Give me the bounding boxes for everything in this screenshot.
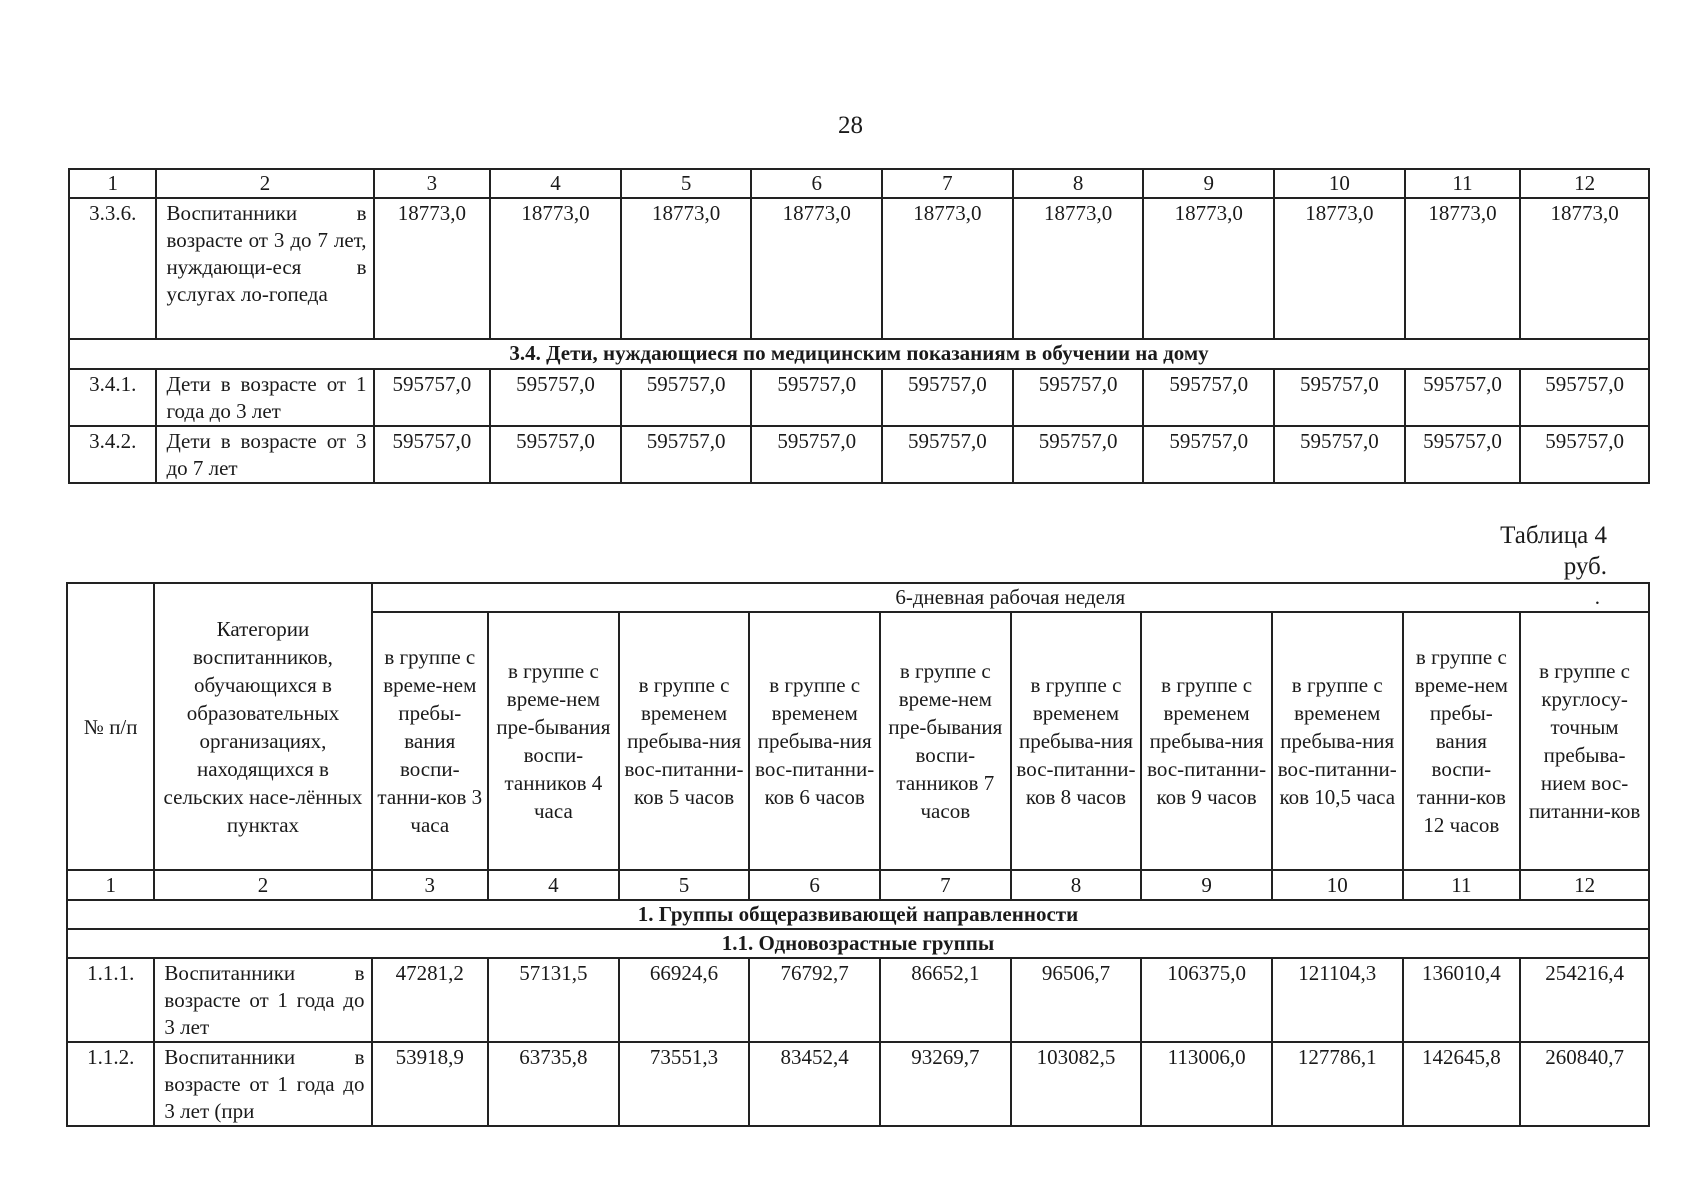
cell-value: 103082,5 bbox=[1011, 1042, 1142, 1126]
row-description: Воспитанники в возрасте от 1 года до 3 лет (при bbox=[154, 1042, 371, 1126]
cell-value: 142645,8 bbox=[1403, 1042, 1521, 1126]
cell-value: 595757,0 bbox=[1274, 369, 1405, 426]
table-row bbox=[69, 426, 1649, 483]
row-description: Дети в возрасте от 3 до 7 лет bbox=[156, 426, 373, 483]
col-index: 11 bbox=[1403, 870, 1521, 900]
col-header: в группе с време-нем пребы-вания воспи-танни-ков 3 часа bbox=[372, 612, 489, 870]
cell-value: 595757,0 bbox=[490, 369, 621, 426]
row-number: 3.4.1. bbox=[69, 369, 156, 426]
col-header: в группе с круглосу-точным пребыва-нием вос-питанни-ков bbox=[1520, 612, 1649, 870]
table-4 bbox=[66, 582, 1650, 1127]
col-index: 2 bbox=[156, 169, 373, 198]
cell-value: 76792,7 bbox=[749, 958, 880, 1042]
table-row bbox=[67, 958, 1649, 1042]
cell-value: 18773,0 bbox=[882, 198, 1013, 339]
cell-value: 595757,0 bbox=[751, 369, 882, 426]
table-row bbox=[69, 198, 1649, 339]
col-index: 5 bbox=[619, 870, 750, 900]
cell-value: 57131,5 bbox=[488, 958, 619, 1042]
col-index: 1 bbox=[67, 870, 154, 900]
row-number: 1.1.2. bbox=[67, 1042, 154, 1126]
col-index: 10 bbox=[1274, 169, 1405, 198]
col-index: 12 bbox=[1520, 870, 1649, 900]
row-description: Дети в возрасте от 1 года до 3 лет bbox=[156, 369, 373, 426]
col-index: 11 bbox=[1405, 169, 1521, 198]
cell-value: 18773,0 bbox=[1013, 198, 1144, 339]
col-index: 9 bbox=[1143, 169, 1274, 198]
table-unit: руб. bbox=[1563, 553, 1607, 580]
tariff-table-continuation bbox=[68, 168, 1650, 484]
cell-value: 595757,0 bbox=[882, 426, 1013, 483]
section-row bbox=[67, 900, 1649, 929]
cell-value: 595757,0 bbox=[1013, 426, 1144, 483]
cell-value: 121104,3 bbox=[1272, 958, 1403, 1042]
cell-value: 93269,7 bbox=[880, 1042, 1011, 1126]
cell-value: 595757,0 bbox=[1520, 426, 1649, 483]
cell-value: 595757,0 bbox=[621, 369, 752, 426]
col-header: в группе с временем пребыва-ния вос-питанни-ков 8 часов bbox=[1011, 612, 1142, 870]
col-index: 10 bbox=[1272, 870, 1403, 900]
cell-value: 595757,0 bbox=[1013, 369, 1144, 426]
cell-value: 96506,7 bbox=[1011, 958, 1142, 1042]
section-heading: 1. Группы общеразвивающей направленности bbox=[67, 900, 1649, 929]
cell-value: 18773,0 bbox=[374, 198, 491, 339]
cell-value: 18773,0 bbox=[1405, 198, 1521, 339]
col-index: 9 bbox=[1141, 870, 1272, 900]
cell-value: 18773,0 bbox=[1143, 198, 1274, 339]
subsection-heading: 1.1. Одновозрастные группы bbox=[67, 929, 1649, 958]
col-index: 2 bbox=[154, 870, 371, 900]
row-number: 3.4.2. bbox=[69, 426, 156, 483]
col-index: 8 bbox=[1011, 870, 1142, 900]
col-index: 7 bbox=[882, 169, 1013, 198]
cell-value: 63735,8 bbox=[488, 1042, 619, 1126]
cell-value: 18773,0 bbox=[490, 198, 621, 339]
col-header: в группе с време-нем пре-бывания воспи-танников 7 часов bbox=[880, 612, 1011, 870]
table-row bbox=[69, 369, 1649, 426]
cell-value: 595757,0 bbox=[374, 426, 491, 483]
cell-value: 595757,0 bbox=[374, 369, 491, 426]
col-index: 7 bbox=[880, 870, 1011, 900]
col-index: 6 bbox=[751, 169, 882, 198]
page-number: 28 bbox=[838, 112, 863, 139]
section-row bbox=[69, 339, 1649, 369]
col-index: 12 bbox=[1520, 169, 1649, 198]
table-row bbox=[67, 1042, 1649, 1126]
col-header: в группе с временем пребыва-ния вос-питанни-ков 6 часов bbox=[749, 612, 880, 870]
cell-value: 18773,0 bbox=[1520, 198, 1649, 339]
cell-value: 136010,4 bbox=[1403, 958, 1521, 1042]
col-index: 3 bbox=[374, 169, 491, 198]
cell-value: 83452,4 bbox=[749, 1042, 880, 1126]
section-heading: 3.4. Дети, нуждающиеся по медицинским показаниям в обучении на дому bbox=[69, 339, 1649, 369]
col-index: 6 bbox=[749, 870, 880, 900]
cell-value: 595757,0 bbox=[1520, 369, 1649, 426]
cell-value: 595757,0 bbox=[621, 426, 752, 483]
cell-value: 254216,4 bbox=[1520, 958, 1649, 1042]
column-index-row bbox=[69, 169, 1649, 198]
col-header: в группе с временем пребыва-ния вос-питанни-ков 10,5 часа bbox=[1272, 612, 1403, 870]
cell-value: 595757,0 bbox=[882, 369, 1013, 426]
cell-value: 106375,0 bbox=[1141, 958, 1272, 1042]
col-header: в группе с време-нем пребы-вания воспи-танни-ков 12 часов bbox=[1403, 612, 1521, 870]
cell-value: 595757,0 bbox=[1405, 426, 1521, 483]
cell-value: 18773,0 bbox=[1274, 198, 1405, 339]
cell-value: 66924,6 bbox=[619, 958, 750, 1042]
cell-value: 595757,0 bbox=[1143, 426, 1274, 483]
cell-value: 260840,7 bbox=[1520, 1042, 1649, 1126]
week-header-label: 6-дневная рабочая неделя bbox=[895, 585, 1126, 609]
cell-value: 86652,1 bbox=[880, 958, 1011, 1042]
cell-value: 595757,0 bbox=[1405, 369, 1521, 426]
table-caption: Таблица 4 bbox=[1500, 522, 1607, 549]
row-number: 3.3.6. bbox=[69, 198, 156, 339]
cell-value: 595757,0 bbox=[751, 426, 882, 483]
col-index: 4 bbox=[490, 169, 621, 198]
col-header: в группе с временем пребыва-ния вос-питанни-ков 9 часов bbox=[1141, 612, 1272, 870]
header-row bbox=[67, 583, 1649, 612]
cell-value: 73551,3 bbox=[619, 1042, 750, 1126]
cell-value: 18773,0 bbox=[751, 198, 882, 339]
col-index: 4 bbox=[488, 870, 619, 900]
col-header-category: Категории воспитанников, обучающихся в образовательных организациях, находящихся в сельских насе-лённых пунктах bbox=[154, 583, 371, 870]
cell-value: 113006,0 bbox=[1141, 1042, 1272, 1126]
cell-value: 595757,0 bbox=[1143, 369, 1274, 426]
cell-value: 47281,2 bbox=[372, 958, 489, 1042]
col-header-number: № п/п bbox=[67, 583, 154, 870]
column-index-row bbox=[67, 870, 1649, 900]
col-header: в группе с време-нем пре-бывания воспи-танников 4 часа bbox=[488, 612, 619, 870]
cell-value: 595757,0 bbox=[490, 426, 621, 483]
cell-value: 18773,0 bbox=[621, 198, 752, 339]
col-index: 8 bbox=[1013, 169, 1144, 198]
row-description: Воспитанники в возрасте от 3 до 7 лет, нуждающи-еся в услугах ло-гопеда bbox=[156, 198, 373, 339]
cell-value: 127786,1 bbox=[1272, 1042, 1403, 1126]
row-description: Воспитанники в возрасте от 1 года до 3 лет bbox=[154, 958, 371, 1042]
week-header: 6-дневная рабочая неделя . bbox=[372, 583, 1650, 612]
col-index: 1 bbox=[69, 169, 156, 198]
cell-value: 53918,9 bbox=[372, 1042, 489, 1126]
section-row bbox=[67, 929, 1649, 958]
cell-value: 595757,0 bbox=[1274, 426, 1405, 483]
col-index: 3 bbox=[372, 870, 489, 900]
col-header: в группе с временем пребыва-ния вос-питанни-ков 5 часов bbox=[619, 612, 750, 870]
row-number: 1.1.1. bbox=[67, 958, 154, 1042]
col-index: 5 bbox=[621, 169, 752, 198]
